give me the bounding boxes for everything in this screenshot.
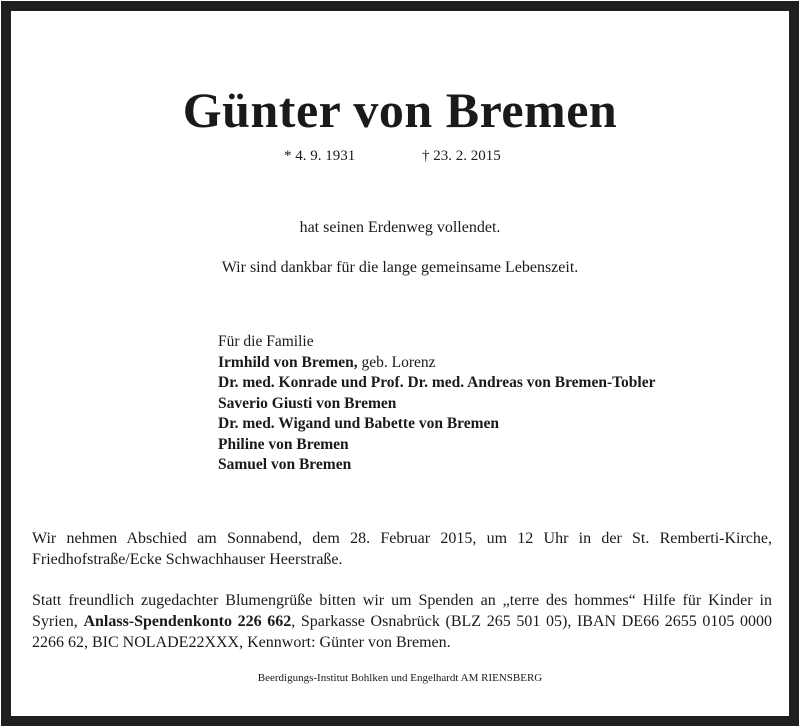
birth-date: * 4. 9. 1931 — [284, 148, 356, 164]
family-member: Irmhild von Bremen, geb. Lorenz — [218, 353, 436, 371]
death-date: † 23. 2. 2015 — [422, 148, 501, 164]
family-member: Dr. med. Konrade und Prof. Dr. med. Andreas von Bremen-Tobler — [218, 374, 656, 391]
deceased-name: Günter von Bremen — [182, 82, 618, 138]
family-member: Saverio Giusti von Bremen — [218, 394, 397, 412]
statement-line-2: Wir sind dankbar für die lange gemeinsame Lebenszeit. — [221, 259, 579, 276]
family-block — [218, 332, 655, 476]
funeral-home: Beerdigungs-Institut Bohlken und Engelhardt AM RIENSBERG — [257, 672, 543, 684]
statement-line-1: hat seinen Erdenweg vollendet. — [299, 219, 501, 236]
donation-paragraph: Statt freundlich zugedachter Blumengrüße bitten wir um Spenden an „terre des hommes“ Hilfe für Kinder in Syrien, Anlass-Spendenkonto 226 662, Sparkasse Osnabrück (BLZ 265 501 05), IBAN DE66 2655 0105 0000 2266 62, BIC NOLADE22XXX, Kennwort: Günter von Bremen. — [32, 592, 773, 651]
family-member: Dr. med. Wigand und Babette von Bremen — [218, 415, 500, 432]
family-intro: Für die Familie — [218, 333, 314, 350]
family-member: Philine von Bremen — [218, 435, 349, 453]
family-member: Samuel von Bremen — [218, 456, 352, 473]
farewell-paragraph: Wir nehmen Abschied am Sonnabend, dem 28. Februar 2015, um 12 Uhr in der St. Remberti-Kirche, Friedhofstraße/Ecke Schwachhauser Heerstraße. — [32, 530, 772, 568]
